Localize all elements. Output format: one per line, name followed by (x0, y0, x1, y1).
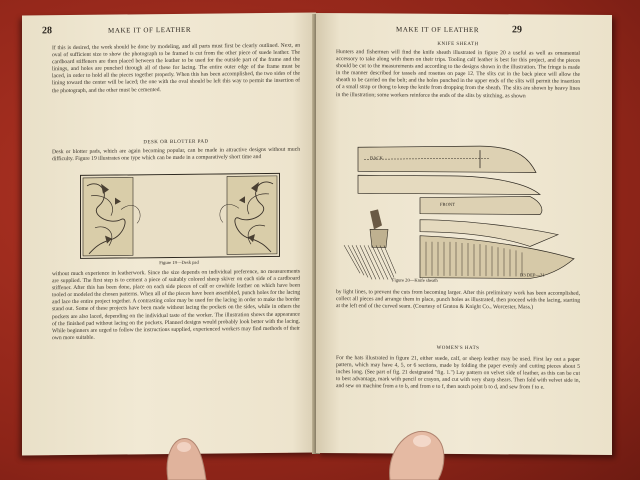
page-number: 29 (512, 24, 522, 36)
left-page (22, 12, 316, 455)
paragraph-bottom: For the hats illustrated in figure 21, either suede, calf, or sheep leather may be used. First lay out a paper pattern, which may have 4, 5, or 6 sections, made by folding the paper evenly and cutting pieces about 5 inches long. (See part of fig. 21 designated "fig. 1.") Lay pattern on velvet side of leather, as this can be cut to best advantage, mark with pencil or crayon, and cut with very sharp shears. Then fold with velvet side in, and sew on machine from a to b, and from e to f, then notch point b to d, and sew from f to e. (336, 355, 580, 391)
desk-pad-figure (80, 173, 280, 259)
paragraph-mid: by light lines, to prevent the cuts from becoming larger. After this preliminary work has been accomplished, collect all pieces and arrange them in place, punch holes as illustrated, then proceed with the lacing, starting at the left end of the curved seam. (Courtesy of Graton & Knight Co., Worcester, Mass.) (336, 289, 580, 311)
figure-caption: Figure 20—Knife sheath (392, 277, 438, 283)
subhead-desk-pad: DESK OR BLOTTER PAD (143, 139, 209, 146)
knife-sheath-figure (330, 137, 586, 285)
subhead-knife-sheath: KNIFE SHEATH (437, 41, 479, 48)
paragraph-top: Hunters and fishermen will find the knife sheath illustrated in figure 20 a useful as well as ornamental accessory to take along with them on their trips. Tooling calf leather is best for this project, and the pieces should be cut to the measurements and according to the designs shown in the illustration. The fringe is made in the manner described for tassels and rosettes on page 12. The slits cut in the back piece will allow the sheath to be carried on the belt; and the holes punched in the upper ends of the slits will permit the insertion of a small strap or thong to keep the knife from dropping from the sheath. The slits are shown by heavy lines in the illustration; some workers reinforce the ends of the slits by stitching, as shown (336, 49, 580, 99)
hand-fingers (160, 405, 500, 480)
knife-sheath-illustration (330, 137, 586, 285)
figure-caption: Figure 19—Desk pad (159, 259, 199, 266)
label-front: FRONT (440, 201, 456, 207)
paragraph-bottom: without much experience in leatherwork. Since the size depends on individual preference, no measurements are supplied. The first step is to cement a piece of suitably colored sheep skiver on each side of a cardboard stiffener. After this has been done, place on each side pieces of calf or cowhide leather on which have been tooled or modeled the chosen patterns. When all of the pieces have been assembled, punch holes for the lacing and lace the entire project together. A contrasting color may be used for the lacing in order to make the border stand out. Some of these projects have been made without lacing the pockets on the sides, while in others the pockets are also laced, depending on the individual taste of the worker. The illustration shows the appearance of the finished pad without lacing on the pockets. Planned designs would probably look better with the lacing. While beginners are urged to follow the instructions supplied, experienced workers may find methods of their own more suitable. (52, 268, 300, 342)
desk-pad-illustration (81, 174, 279, 258)
paragraph-mid: Desk or blotter pads, which are again becoming popular, can be made in attractive designs without much difficulty. Figure 19 illustrates one type which can be made in a comparatively short time and (52, 146, 300, 163)
subhead-womens-hats: WOMEN'S HATS (436, 345, 480, 352)
running-head: MAKE IT OF LEATHER (396, 25, 480, 35)
paragraph-top: If this is desired, the work should be done by modeling, and all parts must first be clearly outlined. Next, an oval of sufficient size to show the photograph to be framed is cut from the other piece of suede leather. The cardboard stiffeners are then placed between the leather to be used for the outside part of the frame and the linings, and holes are punched through all of these for lacing. The entire outer edge of the frame must be laced, in order to hold all the pieces together properly. When this has been accomplished, the two sides of the lining toward the center will be laced; the one with the oval should be left this way to permit the insertion of the photograph, and the other must be cemented. (52, 42, 300, 94)
figure-code: D3 DEP—21 (520, 272, 545, 278)
right-page (316, 13, 612, 455)
label-back: BACK (370, 155, 383, 161)
page-number: 28 (42, 25, 52, 37)
running-head: MAKE IT OF LEATHER (108, 25, 192, 35)
